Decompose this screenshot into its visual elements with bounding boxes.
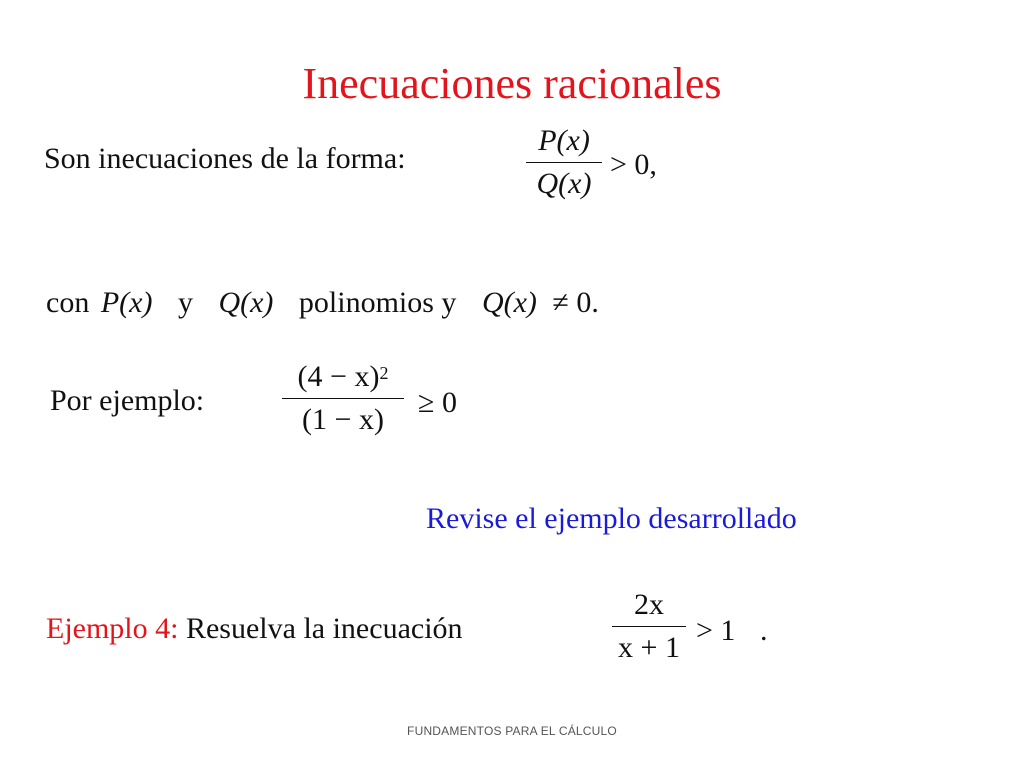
exercise-numerator: 2x <box>634 588 664 621</box>
fraction-bar <box>282 398 404 399</box>
example-denominator: (1 − x) <box>302 403 384 436</box>
condition-and: y <box>177 286 193 319</box>
footer-text: FUNDAMENTOS PARA EL CÁLCULO <box>407 724 617 738</box>
exercise-fraction <box>612 588 686 665</box>
condition-prefix: con <box>46 286 90 319</box>
example-exponent: 2 <box>379 363 389 383</box>
exercise-label: Ejemplo 4: <box>46 612 179 645</box>
exercise-end: . <box>760 614 768 647</box>
fraction-bar <box>526 162 602 163</box>
example-numerator: (4 − x) <box>297 360 380 393</box>
example-relation: ≥ 0 <box>418 386 457 419</box>
condition-middle: polinomios y <box>298 286 457 319</box>
exercise-relation: > 1 <box>696 614 736 647</box>
example-label: Por ejemplo: <box>50 384 205 417</box>
exercise-text: Resuelva la inecuación <box>185 612 463 645</box>
condition-q: Q(x) <box>218 286 274 319</box>
condition-p: P(x) <box>100 286 153 319</box>
intro-fraction <box>526 124 602 201</box>
condition-q2: Q(x) <box>481 286 537 319</box>
slide-title: Inecuaciones racionales <box>302 59 722 108</box>
example-numerator-wrap <box>282 360 404 394</box>
intro-denominator: Q(x) <box>536 167 592 200</box>
example-fraction <box>282 360 404 437</box>
intro-numerator: P(x) <box>538 124 590 157</box>
exercise-denominator: x + 1 <box>618 631 680 664</box>
condition-ne: ≠ 0. <box>552 286 599 319</box>
worked-example-link[interactable]: Revise el ejemplo desarrollado <box>426 502 797 535</box>
fraction-bar <box>612 626 686 627</box>
intro-relation: > 0, <box>610 148 657 181</box>
intro-text: Son inecuaciones de la forma: <box>44 142 406 175</box>
exercise-line <box>46 612 463 646</box>
condition-line <box>46 286 599 320</box>
